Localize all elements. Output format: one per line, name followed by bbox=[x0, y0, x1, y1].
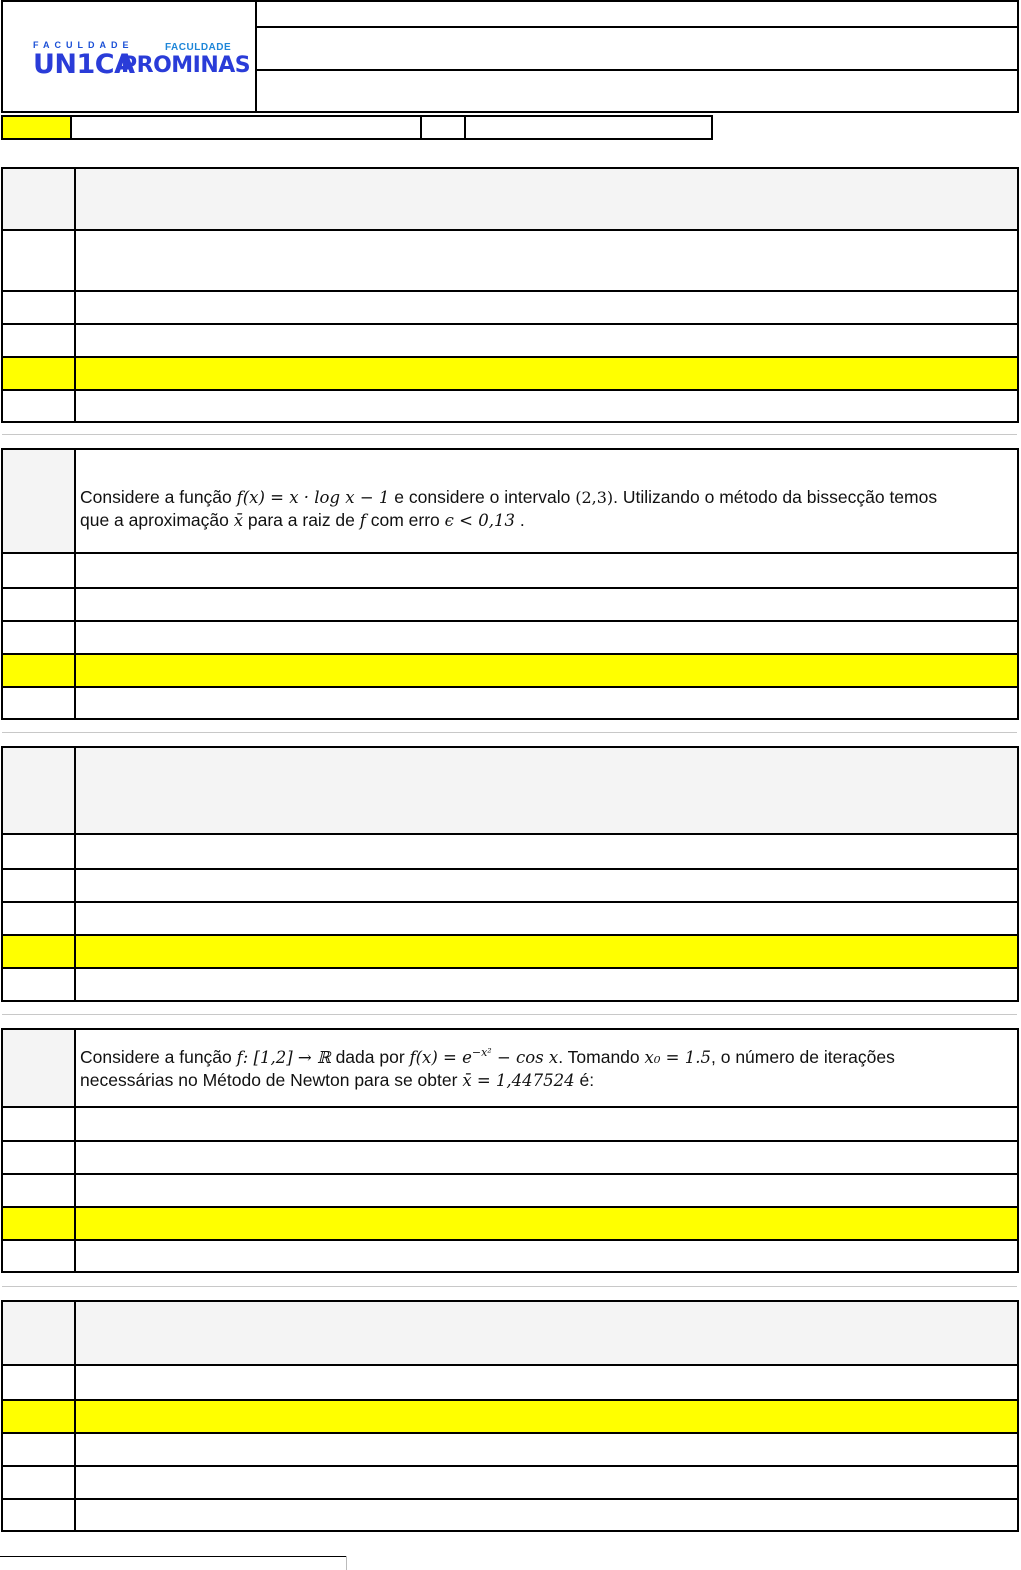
alternative-d-correct bbox=[3, 1206, 1017, 1239]
alternative-letter bbox=[3, 358, 76, 389]
alternative-e bbox=[3, 389, 1017, 421]
alternative-letter bbox=[3, 554, 76, 587]
alternative-text bbox=[76, 969, 1017, 1000]
question-statement bbox=[76, 169, 1017, 229]
alternative-letter bbox=[3, 1500, 76, 1530]
alternative-c bbox=[3, 620, 1017, 653]
alternative-a bbox=[3, 1106, 1017, 1140]
alternative-letter bbox=[3, 688, 76, 718]
info-cell-name bbox=[71, 115, 421, 140]
question-number-cell bbox=[3, 169, 76, 229]
alternative-letter bbox=[3, 1208, 76, 1239]
alternative-d-correct bbox=[3, 653, 1017, 686]
alternative-text bbox=[76, 589, 1017, 620]
alternative-text bbox=[76, 688, 1017, 718]
logo-unica: UN1CA bbox=[33, 49, 135, 80]
alternative-letter bbox=[3, 1142, 76, 1173]
alternative-letter bbox=[3, 325, 76, 356]
math-expression: (2,3) bbox=[575, 488, 614, 507]
alternative-text bbox=[76, 655, 1017, 686]
stmt-text: dada por bbox=[330, 1046, 410, 1067]
alternative-e bbox=[3, 1498, 1017, 1530]
question-separator bbox=[2, 434, 1017, 435]
alternative-text bbox=[76, 325, 1017, 356]
alternative-text bbox=[76, 1208, 1017, 1239]
alternative-text bbox=[76, 358, 1017, 389]
alternative-text bbox=[76, 1142, 1017, 1173]
alternative-letter bbox=[3, 903, 76, 934]
alternative-a bbox=[3, 229, 1017, 290]
alternative-letter bbox=[3, 936, 76, 967]
alternative-text bbox=[76, 870, 1017, 901]
alternative-text bbox=[76, 1467, 1017, 1498]
question-separator bbox=[2, 732, 1017, 733]
stmt-text: Considere a função bbox=[80, 1046, 237, 1067]
alternative-letter bbox=[3, 589, 76, 620]
alternative-a bbox=[3, 552, 1017, 587]
alternative-letter bbox=[3, 1175, 76, 1206]
stmt-text: . Tomando bbox=[558, 1046, 645, 1067]
question-number-cell bbox=[3, 1302, 76, 1364]
alternative-text bbox=[76, 936, 1017, 967]
question-5 bbox=[1, 1300, 1019, 1532]
alternative-c bbox=[3, 901, 1017, 934]
stmt-text: e considere o intervalo bbox=[389, 487, 576, 507]
alternative-letter bbox=[3, 969, 76, 1000]
institution-logo bbox=[3, 2, 257, 111]
stmt-text: para a raiz de bbox=[243, 510, 360, 530]
alternative-letter bbox=[3, 231, 76, 290]
header-divider-2 bbox=[257, 69, 1017, 71]
alternative-letter bbox=[3, 391, 76, 421]
math-expression: f bbox=[359, 511, 366, 530]
alternative-letter bbox=[3, 622, 76, 653]
math-expression: f: [1,2] → ℝ bbox=[236, 1047, 331, 1067]
alternative-letter bbox=[3, 1467, 76, 1498]
alternative-letter bbox=[3, 870, 76, 901]
stmt-text: . Utilizando o método da bissecção temos bbox=[613, 487, 938, 507]
alternative-letter bbox=[3, 655, 76, 686]
math-expression: − cos x bbox=[491, 1047, 559, 1067]
math-expression: x̄ bbox=[233, 511, 244, 530]
alternative-text bbox=[76, 231, 1017, 290]
alternative-text bbox=[76, 1401, 1017, 1432]
question-3 bbox=[1, 746, 1019, 1002]
question-separator bbox=[2, 1014, 1017, 1015]
alternative-d bbox=[3, 1465, 1017, 1498]
alternative-c bbox=[3, 1432, 1017, 1465]
stmt-text: é: bbox=[574, 1069, 595, 1090]
question-1-statement-row bbox=[3, 169, 1017, 229]
alternative-e bbox=[3, 686, 1017, 718]
alternative-e bbox=[3, 967, 1017, 1000]
stmt-text: que a aproximação bbox=[80, 510, 234, 530]
stmt-text: com erro bbox=[365, 510, 445, 530]
alternative-c bbox=[3, 1173, 1017, 1206]
alternative-e bbox=[3, 1239, 1017, 1271]
question-statement bbox=[76, 748, 1017, 833]
alternative-letter bbox=[3, 1108, 76, 1140]
alternative-text bbox=[76, 391, 1017, 421]
info-cell-highlight bbox=[1, 115, 71, 140]
stmt-text: . bbox=[514, 510, 525, 530]
alternative-d-correct bbox=[3, 356, 1017, 389]
alternative-text bbox=[76, 1434, 1017, 1465]
question-5-statement-row bbox=[3, 1302, 1017, 1364]
math-expression: f(x) = e bbox=[409, 1047, 472, 1067]
alternative-letter bbox=[3, 835, 76, 868]
math-expression: x₀ = 1.5 bbox=[644, 1047, 711, 1067]
alternative-b-correct bbox=[3, 1399, 1017, 1432]
document-header bbox=[1, 0, 1019, 113]
logo-faculdade-top: FACULDADE bbox=[33, 40, 134, 50]
math-expression: f(x) = x · log x − 1 bbox=[236, 488, 390, 507]
alternative-b bbox=[3, 868, 1017, 901]
alternative-text bbox=[76, 835, 1017, 868]
stmt-text: Considere a função bbox=[80, 487, 237, 507]
math-expression: ϵ < 0,13 bbox=[444, 511, 515, 530]
question-number-cell bbox=[3, 1030, 76, 1106]
question-3-statement-row bbox=[3, 748, 1017, 833]
header-divider-1 bbox=[257, 26, 1017, 28]
alternative-text bbox=[76, 292, 1017, 323]
question-separator bbox=[2, 1286, 1017, 1287]
question-1 bbox=[1, 167, 1019, 423]
alternative-text bbox=[76, 1241, 1017, 1271]
footer-tick bbox=[346, 1556, 347, 1570]
alternative-b bbox=[3, 290, 1017, 323]
alternative-a bbox=[3, 833, 1017, 868]
alternative-c bbox=[3, 323, 1017, 356]
info-cell-date bbox=[465, 115, 713, 140]
alternative-letter bbox=[3, 1434, 76, 1465]
alternative-text bbox=[76, 1366, 1017, 1399]
alternative-text bbox=[76, 1500, 1017, 1530]
alternative-letter bbox=[3, 1366, 76, 1399]
alternative-a bbox=[3, 1364, 1017, 1399]
alternative-letter bbox=[3, 1401, 76, 1432]
footnote-separator bbox=[0, 1556, 346, 1557]
question-number-cell bbox=[3, 748, 76, 833]
stmt-text: , o número de iterações bbox=[711, 1046, 895, 1067]
alternative-b bbox=[3, 1140, 1017, 1173]
alternative-text bbox=[76, 903, 1017, 934]
math-expression: x̄ = 1,447524 bbox=[462, 1070, 575, 1090]
question-statement bbox=[76, 1302, 1017, 1364]
question-number-cell bbox=[3, 450, 76, 552]
alternative-letter bbox=[3, 292, 76, 323]
logo-faculdade-right: FACULDADE bbox=[165, 42, 232, 53]
info-cell-small bbox=[421, 115, 465, 140]
alternative-b bbox=[3, 587, 1017, 620]
alternative-text bbox=[76, 1175, 1017, 1206]
alternative-d-correct bbox=[3, 934, 1017, 967]
alternative-letter bbox=[3, 1241, 76, 1271]
alternative-text bbox=[76, 554, 1017, 587]
alternative-text bbox=[76, 1108, 1017, 1140]
logo-prominas: PROMINAS bbox=[121, 53, 251, 78]
question-2-statement-text bbox=[80, 486, 937, 532]
stmt-text: necessárias no Método de Newton para se obter bbox=[80, 1069, 463, 1090]
math-exponent: −x² bbox=[471, 1046, 492, 1059]
alternative-text bbox=[76, 622, 1017, 653]
question-4-statement-text bbox=[80, 1042, 895, 1092]
